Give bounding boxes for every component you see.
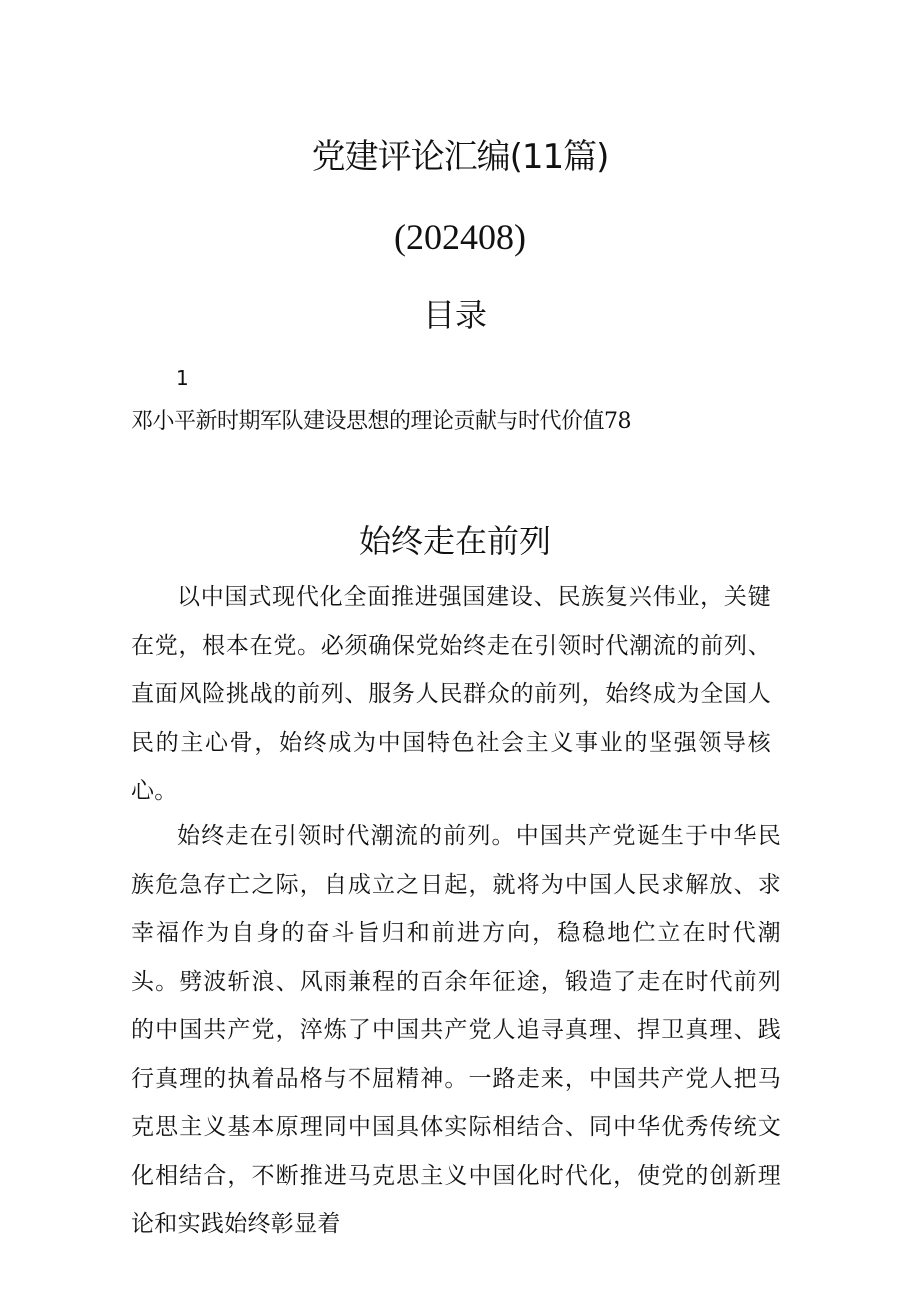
toc-item-entry[interactable]: 邓小平新时期军队建设思想的理论贡献与时代价值78 xyxy=(131,409,631,434)
document-title: 党建评论汇编(11篇) xyxy=(311,137,609,177)
article-paragraph-1: 以中国式现代化全面推进强国建设、民族复兴伟业，关键在党，根本在党。必须确保党始终走在引领时代潮流的前列、直面风险挑战的前列、服务人民群众的前列，始终成为全国人民的主心骨，始终成为中国特色社会主义事业的坚强领导核心。 xyxy=(131,584,771,804)
toc-heading: 目录 xyxy=(422,296,487,334)
article-paragraph-2: 始终走在引领时代潮流的前列。中国共产党诞生于中华民族危急存亡之际，自成立之日起，就将为中国人民求解放、求幸福作为自身的奋斗旨归和前进方向，稳稳地伫立在时代潮头。劈波斩浪、风雨兼程的百余年征途，锻造了走在时代前列的中国共产党，淬炼了中国共产党人追寻真理、捍卫真理、践行真理的执着品格与不屈精神。一路走来，中国共产党人把马克思主义基本原理同中国具体实际相结合、同中华优秀传统文化相结合，不断推进马克思主义中国化时代化，使党的创新理论和实践始终彰显着 xyxy=(131,823,781,1237)
article-title: 始终走在前列 xyxy=(358,522,551,560)
document-date: (202408) xyxy=(394,217,526,257)
toc-item-number: 1 xyxy=(176,366,189,390)
